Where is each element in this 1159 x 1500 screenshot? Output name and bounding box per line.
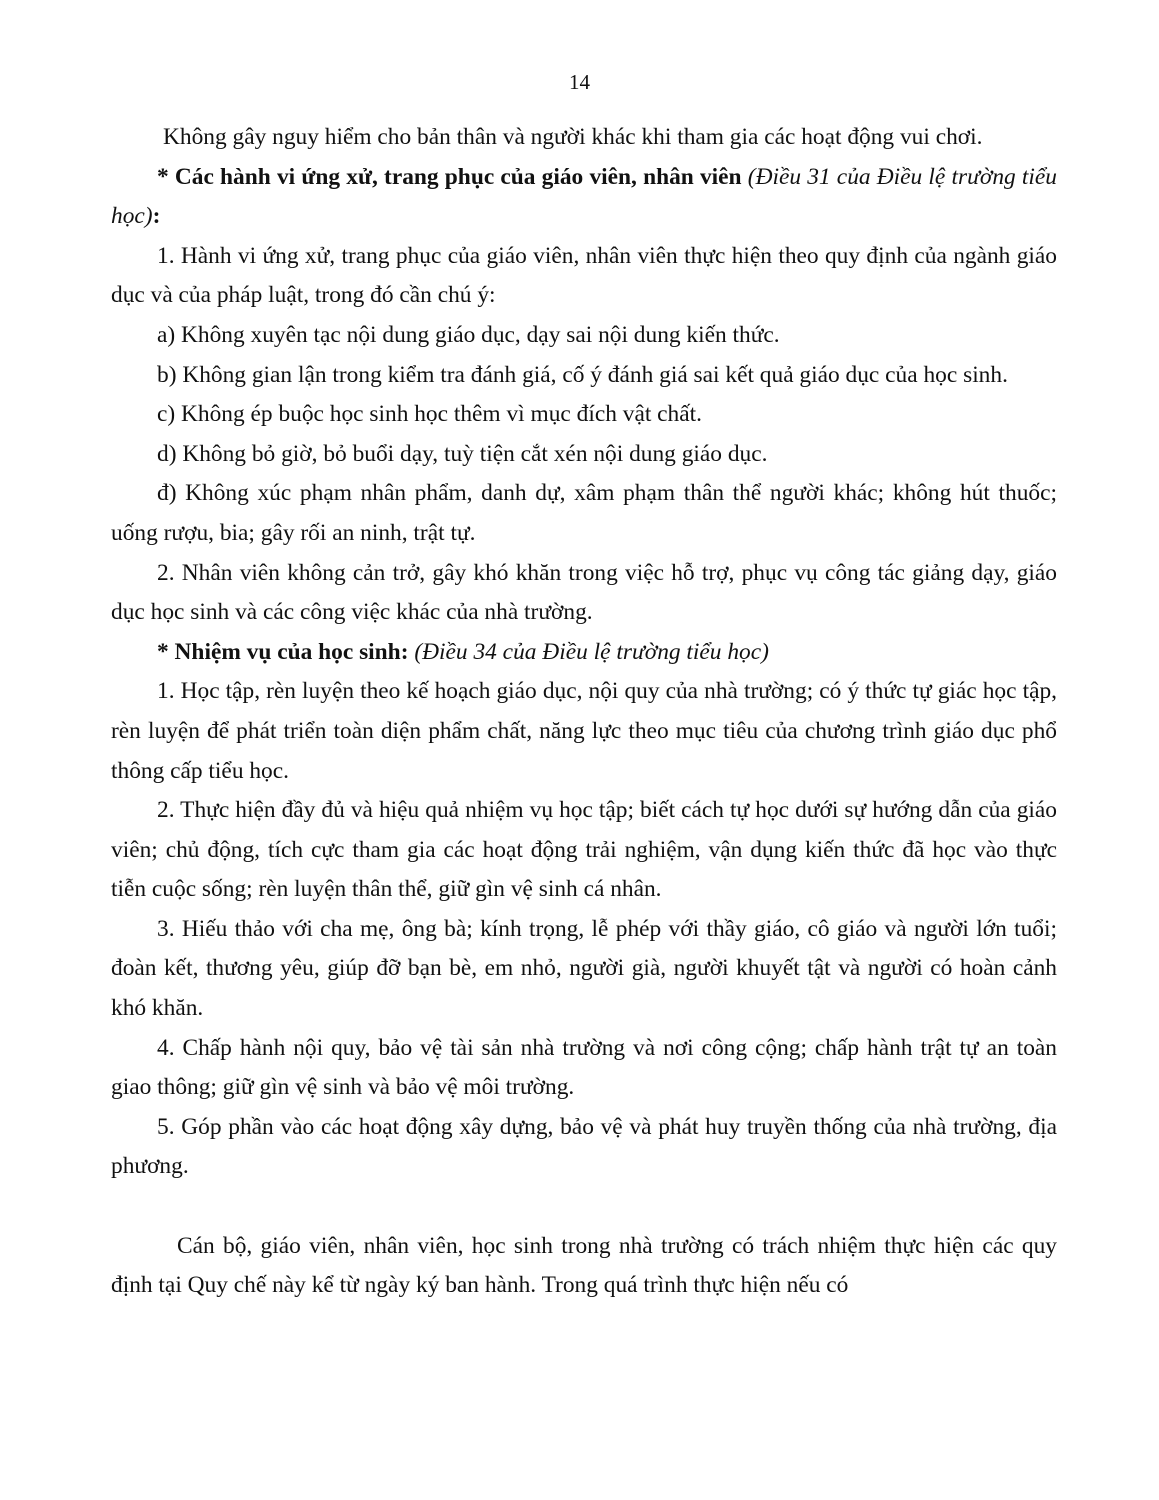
staff-item-1-d: d) Không bỏ giờ, bỏ buổi dạy, tuỳ tiện cắt xén nội dung giáo dục.: [157, 440, 768, 467]
staff-item-1: 1. Hành vi ứng xử, trang phục của giáo viên, nhân viên thực hiện theo quy định của ngành giáo dục và của pháp luật, trong đó cần chú ý:: [111, 242, 1057, 309]
staff-section-heading: [111, 158, 1057, 237]
student-item-3: 3. Hiếu thảo với cha mẹ, ông bà; kính trọng, lễ phép với thầy giáo, cô giáo và người lớn tuổi; đoàn kết, thương yêu, giúp đỡ bạn bè, em nhỏ, người già, người khuyết tật và người có hoàn cảnh khó khăn.: [111, 915, 1057, 1022]
staff-item-1-b: b) Không gian lận trong kiểm tra đánh giá, cố ý đánh giá sai kết quả giáo dục của học sinh.: [157, 361, 1008, 388]
closing-paragraph: Cán bộ, giáo viên, nhân viên, học sinh trong nhà trường có trách nhiệm thực hiện các quy định tại Quy chế này kể từ ngày ký ban hành. Trong quá trình thực hiện nếu có: [111, 1232, 1057, 1299]
intro-paragraph: Không gây nguy hiểm cho bản thân và người khác khi tham gia các hoạt động vui chơi.: [163, 124, 983, 150]
student-heading-title: * Nhiệm vụ của học sinh:: [157, 638, 409, 665]
staff-item-1-c: c) Không ép buộc học sinh học thêm vì mục đích vật chất.: [157, 401, 702, 428]
student-item-1: 1. Học tập, rèn luyện theo kế hoạch giáo dục, nội quy của nhà trường; có ý thức tự giác học tập, rèn luyện để phát triển toàn diện phẩm chất, năng lực theo mục tiêu của chương trình giáo dục phổ thông cấp tiểu học.: [111, 678, 1057, 784]
staff-heading-colon: :: [152, 203, 161, 230]
student-heading-reference: (Điều 34 của Điều lệ trường tiểu học): [414, 638, 769, 665]
staff-item-2: 2. Nhân viên không cản trở, gây khó khăn trong việc hỗ trợ, phục vụ công tác giảng dạy, giáo dục học sinh và các công việc khác của nhà trường.: [111, 559, 1057, 626]
staff-heading-reference: (Điều 31 của Điều lệ trường tiểu học): [111, 163, 1057, 230]
student-item-5: 5. Góp phần vào các hoạt động xây dựng, bảo vệ và phát huy truyền thống của nhà trường, địa phương.: [111, 1113, 1057, 1180]
staff-heading-title: * Các hành vi ứng xử, trang phục của giáo viên, nhân viên: [157, 163, 742, 190]
student-section-heading: [111, 633, 1057, 673]
page-number: 14: [569, 70, 590, 94]
staff-item-1-a: a) Không xuyên tạc nội dung giáo dục, dạy sai nội dung kiến thức.: [157, 321, 780, 348]
student-item-4: 4. Chấp hành nội quy, bảo vệ tài sản nhà trường và nơi công cộng; chấp hành trật tự an toàn giao thông; giữ gìn vệ sinh và bảo vệ môi trường.: [111, 1034, 1057, 1101]
student-item-2: 2. Thực hiện đầy đủ và hiệu quả nhiệm vụ học tập; biết cách tự học dưới sự hướng dẫn của giáo viên; chủ động, tích cực tham gia các hoạt động trải nghiệm, vận dụng kiến thức đã học vào thực tiễn cuộc sống; rèn luyện thân thể, giữ gìn vệ sinh cá nhân.: [111, 797, 1057, 903]
document-body: [111, 118, 1057, 1306]
staff-item-1-dd: đ) Không xúc phạm nhân phẩm, danh dự, xâm phạm thân thể người khác; không hút thuốc; uống rượu, bia; gây rối an ninh, trật tự.: [111, 480, 1057, 546]
